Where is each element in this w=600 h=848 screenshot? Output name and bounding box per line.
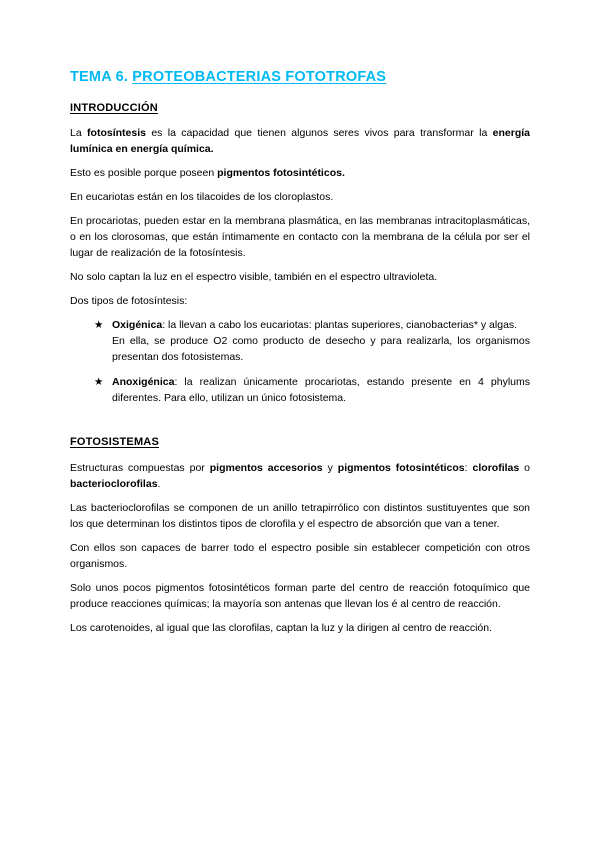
text-run-bold: Oxigénica — [112, 319, 163, 331]
text-run: Estructuras compuestas por — [70, 462, 210, 474]
text-run: : — [464, 462, 473, 474]
text-run: Las bacterioclorofilas se componen de un anillo tetrapirrólico con distintos sustituyentes que son los que determinan los distintos tipos de clorofila y el espectro de absorción que van a tener. — [70, 502, 530, 530]
paragraph-carotenoides — [70, 620, 530, 636]
paragraph-fotosintesis-definicion — [70, 125, 530, 157]
paragraph-estructuras — [70, 460, 530, 492]
text-run: : la realizan únicamente procariotas, estando presente en 4 phylums diferentes. Para ello, utilizan un único fotosistema. — [112, 376, 530, 404]
text-run: o — [519, 462, 531, 474]
text-run: En eucariotas están en los tilacoides de los cloroplastos. — [70, 191, 334, 203]
list-item-text — [112, 319, 530, 363]
text-run-bold: pigmentos fotosintéticos. — [217, 167, 345, 179]
list-item-oxigenica — [70, 317, 530, 365]
text-run: En ella, se produce O2 como producto de desecho y para realizarla, los organismos presentan dos fotosistemas. — [112, 335, 530, 363]
title-main: PROTEOBACTERIAS FOTOTROFAS — [132, 69, 387, 85]
text-run-bold: energía lumínica en energía química. — [70, 127, 530, 155]
text-run-bold: bacterioclorofilas — [70, 478, 158, 490]
text-run: Los carotenoides, al igual que las clorofilas, captan la luz y la dirigen al centro de reacción. — [70, 622, 492, 634]
text-run-bold: pigmentos fotosintéticos — [337, 462, 465, 474]
text-run: Con ellos son capaces de barrer todo el espectro posible sin establecer competición con otros organismos. — [70, 542, 530, 570]
list-item-text — [112, 376, 530, 404]
paragraph-dos-tipos — [70, 293, 530, 309]
paragraph-eucariotas — [70, 189, 530, 205]
text-run: es la capacidad que tienen algunos seres vivos para transformar la — [145, 127, 493, 139]
text-run: : la llevan a cabo los eucariotas: plantas superiores, cianobacterias* y algas. — [162, 319, 518, 331]
text-run: Dos tipos de fotosíntesis: — [70, 295, 188, 307]
text-run: No solo captan la luz en el espectro visible, también en el espectro ultravioleta. — [70, 271, 438, 283]
text-run-bold: fotosíntesis — [87, 127, 146, 139]
text-run-bold: clorofilas — [472, 462, 520, 474]
list-item-anoxigenica — [70, 374, 530, 406]
text-run-bold: Anoxigénica — [112, 376, 175, 388]
paragraph-bacterioclorofilas — [70, 500, 530, 532]
heading-fotosistemas: FOTOSISTEMAS — [70, 436, 159, 448]
paragraph-espectro — [70, 269, 530, 285]
text-run-bold: pigmentos accesorios — [209, 462, 323, 474]
heading-introduccion: INTRODUCCIÓN — [70, 102, 158, 114]
text-run: Esto es posible porque poseen — [70, 167, 218, 179]
paragraph-procariotas — [70, 213, 530, 261]
text-run: . — [157, 478, 161, 490]
paragraph-barrer-espectro — [70, 540, 530, 572]
text-run: La — [70, 127, 88, 139]
text-run: y — [322, 462, 338, 474]
title-prefix: TEMA 6. — [70, 69, 133, 85]
paragraph-centro-reaccion — [70, 580, 530, 612]
page-title — [70, 69, 530, 85]
star-bullet-icon: ★ — [94, 376, 104, 388]
star-bullet-icon: ★ — [94, 319, 104, 331]
fotosintesis-types-list — [70, 317, 530, 406]
text-run: En procariotas, pueden estar en la membrana plasmática, en las membranas intracitoplasmáticas, o en los clorosomas, que están íntimamente en contacto con la membrana de la célula por ser el lugar de realización de la fotosíntesis. — [70, 215, 530, 259]
paragraph-pigmentos — [70, 165, 530, 181]
text-run: Solo unos pocos pigmentos fotosintéticos forman parte del centro de reacción fotoquímico que produce reacciones químicas; la mayoría son antenas que llevan los é al centro de reacción. — [70, 582, 530, 610]
